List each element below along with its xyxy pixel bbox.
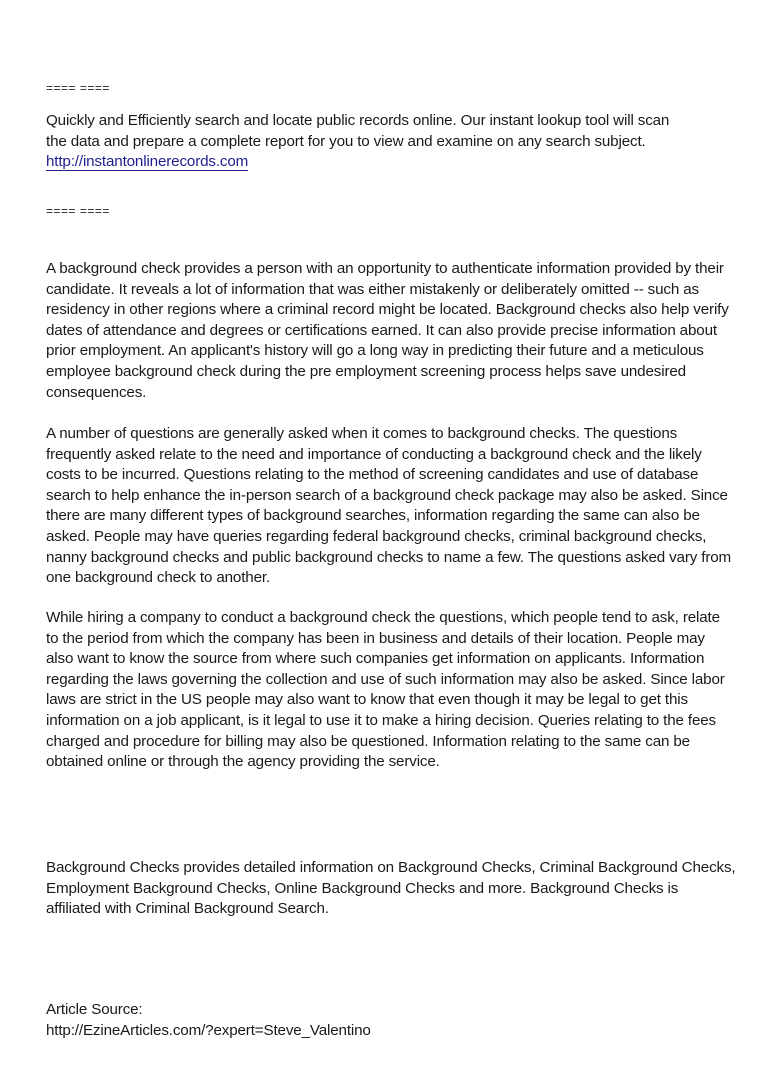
resource-box: Background Checks provides detailed information on Background Checks, Criminal Background Checks, Employment Background Checks, Online Background Checks and more. Background Checks is affiliated with Criminal Background Search. — [46, 859, 736, 918]
separator-bottom: ==== ==== — [46, 204, 110, 218]
paragraph-3: While hiring a company to conduct a background check the questions, which people tend to ask, relate to the period from which the company has been in business and details of their location. People may also want to know the source from where such companies get information on applicants. Information regarding the laws governing the collection and use of such information may also be asked. Since labor laws are strict in the US people may also want to know that even though it may be legal to get this information on a job applicant, is it legal to use it to make a hiring decision. Queries relating to the fees charged and procedure for billing may also be questioned. Information relating to the same can be obtained online or through the agency providing the service. — [46, 609, 725, 771]
article-source-label: Article Source: — [46, 1001, 143, 1018]
paragraph-1: A background check provides a person with an opportunity to authenticate information provided by their candidate. It reveals a lot of information that was either mistakenly or deliberately omitted -- such as residency in other regions where a criminal record might be located. Background checks also help verify dates of attendance and degrees or certifications earned. It can also provide precise information about prior employment. An applicant's history will go a long way in predicting their future and a meticulous employee background check during the pre employment screening process helps save undesired consequences. — [46, 260, 729, 401]
article-source — [46, 1000, 736, 1041]
paragraph-2: A number of questions are generally asked when it comes to background checks. The questions frequently asked relate to the need and importance of conducting a background check and the likely costs to be incurred. Questions relating to the method of screening candidates and use of database search to help enhance the in-person search of a background check package may also be asked. Since there are many different types of background searches, information regarding the same can also be asked. People may have queries regarding federal background checks, criminal background checks, nanny background checks and public background checks to name a few. The questions asked vary from one background check to another. — [46, 425, 732, 587]
intro-paragraph — [46, 111, 736, 173]
article-source-url[interactable]: http://EzineArticles.com/?expert=Steve_Valentino — [46, 1021, 371, 1039]
intro-line-1: Quickly and Efficiently search and locate public records online. Our instant lookup tool will scan — [46, 112, 670, 129]
separator-top: ==== ==== — [46, 81, 110, 95]
intro-line-2: the data and prepare a complete report for you to view and examine on any search subject. — [46, 132, 646, 150]
instantonlinerecords-link[interactable]: http://instantonlinerecords.com — [46, 153, 249, 171]
